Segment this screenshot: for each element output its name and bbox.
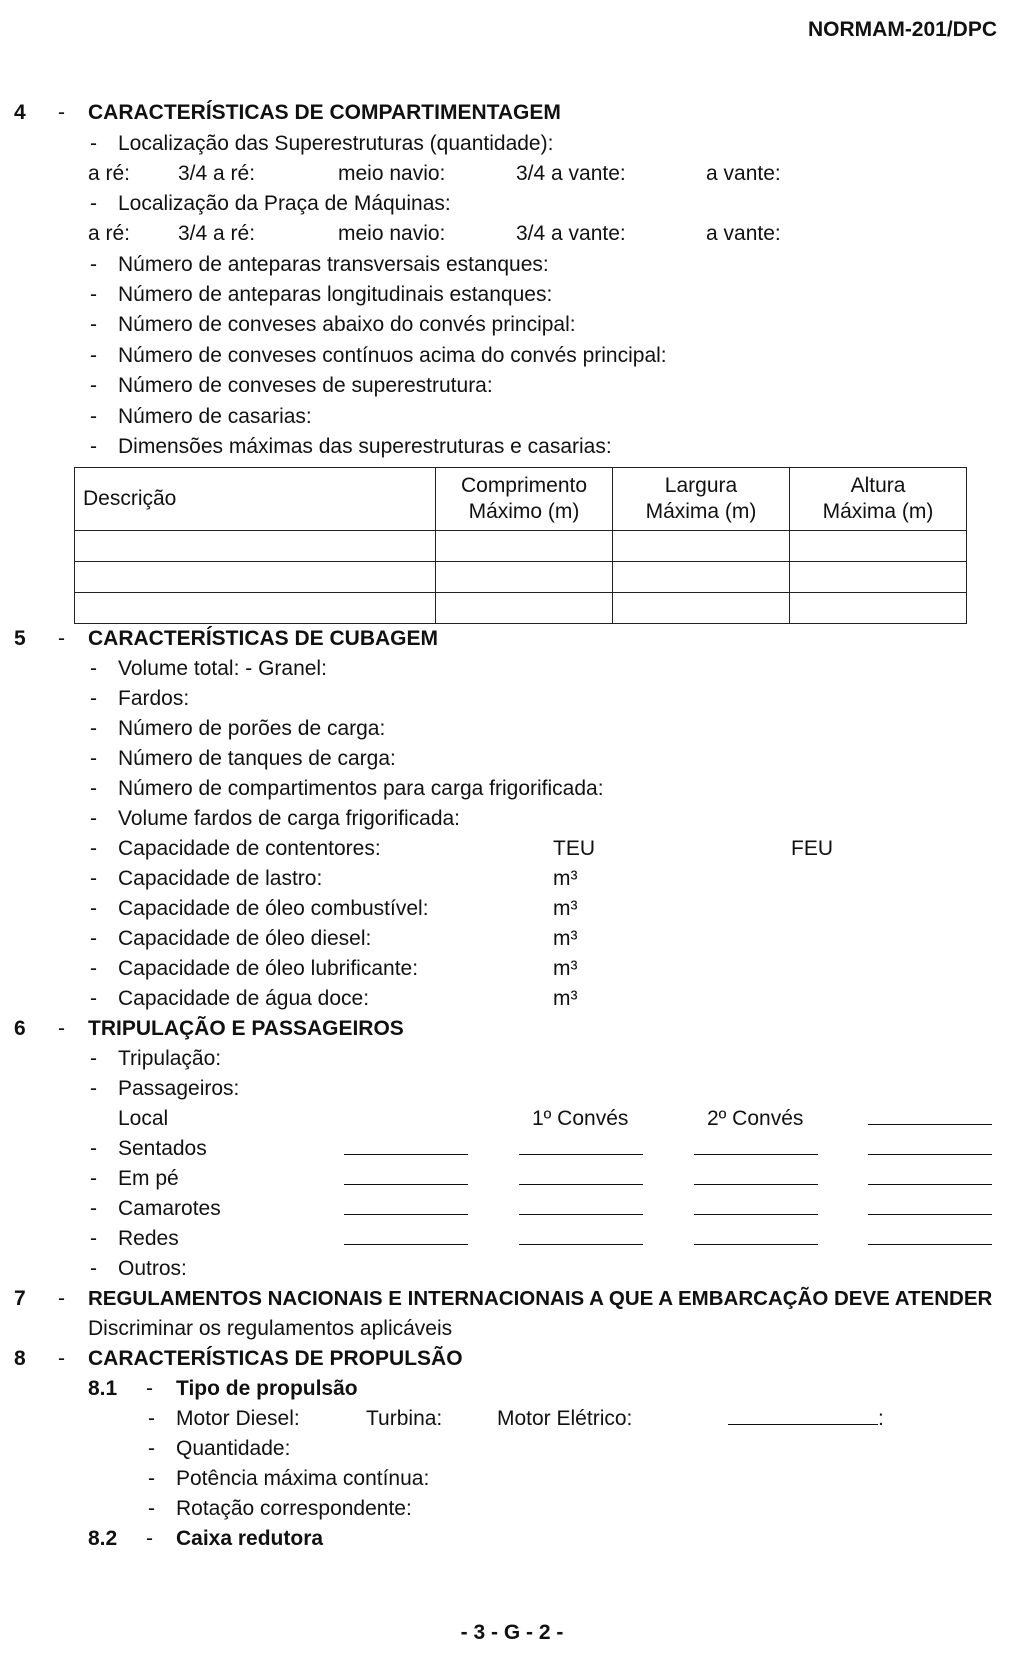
blank-line[interactable]	[868, 1136, 992, 1162]
dash: -	[146, 1527, 153, 1550]
unit-label: TEU	[553, 837, 595, 860]
dash: -	[58, 1017, 65, 1040]
dash: -	[148, 1437, 155, 1460]
blank-line[interactable]	[694, 1136, 818, 1162]
dash: -	[90, 717, 97, 740]
dash: -	[90, 1047, 97, 1070]
blank-line[interactable]	[694, 1226, 818, 1252]
item-label: Tripulação:	[118, 1047, 222, 1070]
dash: -	[90, 435, 97, 458]
position-label: a vante:	[706, 222, 781, 245]
dash: -	[58, 1287, 65, 1310]
item-label: Número de porões de carga:	[118, 717, 386, 740]
blank-line[interactable]	[694, 1166, 818, 1192]
dash: -	[90, 253, 97, 276]
dash: -	[58, 1347, 65, 1370]
subsection-title: Tipo de propulsão	[176, 1377, 358, 1400]
item-label: Número de conveses abaixo do convés principal:	[118, 313, 576, 336]
table-row	[75, 593, 967, 624]
col-largura-line2: Máxima (m)	[645, 500, 757, 523]
dash: -	[90, 777, 97, 800]
unit-label: m³	[553, 867, 578, 890]
blank-line[interactable]	[519, 1136, 643, 1162]
col-description: Descrição	[75, 468, 436, 531]
blank-line[interactable]	[868, 1166, 992, 1192]
item-label: Potência máxima contínua:	[176, 1467, 430, 1490]
position-label: meio navio:	[338, 222, 446, 245]
table-row	[75, 562, 967, 593]
dash: -	[58, 101, 65, 124]
document-code: NORMAM-201/DPC	[808, 18, 998, 41]
table-cell[interactable]	[75, 531, 436, 562]
dash: -	[90, 927, 97, 950]
blank-line[interactable]	[868, 1106, 992, 1132]
blank-line[interactable]	[519, 1166, 643, 1192]
dash: -	[90, 837, 97, 860]
conves2-label: 2º Convés	[707, 1107, 804, 1130]
col-largura-line1: Largura	[664, 474, 738, 497]
item-label: Dimensões máximas das superestruturas e casarias:	[118, 435, 612, 458]
item-label: Localização das Superestruturas (quantidade):	[118, 132, 554, 155]
blank-line[interactable]	[868, 1196, 992, 1222]
section-title: CARACTERÍSTICAS DE PROPULSÃO	[88, 1347, 463, 1370]
dash: -	[90, 313, 97, 336]
row-label: Sentados	[118, 1137, 207, 1160]
item-label: Número de tanques de carga:	[118, 747, 396, 770]
subsection-number: 8.2	[88, 1527, 118, 1550]
blank-line[interactable]	[519, 1196, 643, 1222]
section-number: 6	[14, 1017, 26, 1040]
table-cell[interactable]	[75, 562, 436, 593]
dash: -	[90, 897, 97, 920]
item-label: Capacidade de lastro:	[118, 867, 323, 890]
table-cell[interactable]	[75, 593, 436, 624]
item-label: Número de conveses contínuos acima do convés principal:	[118, 344, 667, 367]
section-title: CARACTERÍSTICAS DE COMPARTIMENTAGEM	[88, 101, 561, 124]
position-label: 3/4 a vante:	[516, 162, 626, 185]
item-label: Localização da Praça de Máquinas:	[118, 192, 451, 215]
dash: -	[90, 1227, 97, 1250]
table-header-row	[75, 468, 967, 531]
col-comprimento	[436, 468, 613, 531]
table-cell[interactable]	[436, 562, 613, 593]
item-label: Capacidade de água doce:	[118, 987, 370, 1010]
unit-label: m³	[553, 897, 578, 920]
blank-line[interactable]	[694, 1196, 818, 1222]
item-label: Fardos:	[118, 687, 190, 710]
dash: -	[90, 1077, 97, 1100]
position-label: a vante:	[706, 162, 781, 185]
dash: -	[90, 1197, 97, 1220]
section-number: 5	[14, 627, 26, 650]
dash: -	[148, 1497, 155, 1520]
dash: -	[90, 987, 97, 1010]
col-comprimento-line1: Comprimento	[460, 474, 588, 497]
item-label: Capacidade de contentores:	[118, 837, 381, 860]
section-title: TRIPULAÇÃO E PASSAGEIROS	[88, 1017, 404, 1040]
dash: -	[90, 747, 97, 770]
dash: -	[90, 374, 97, 397]
subsection-number: 8.1	[88, 1377, 118, 1400]
dash: -	[90, 867, 97, 890]
col-altura-line1: Altura	[850, 474, 906, 497]
table-cell[interactable]	[436, 531, 613, 562]
dash: -	[90, 344, 97, 367]
table-cell[interactable]	[790, 562, 967, 593]
item-label: Número de anteparas longitudinais estanques:	[118, 283, 553, 306]
col-altura	[790, 468, 967, 531]
position-label: 3/4 a ré:	[178, 222, 256, 245]
position-label: meio navio:	[338, 162, 446, 185]
unit-label: m³	[553, 987, 578, 1010]
section-number: 8	[14, 1347, 26, 1370]
dash: -	[90, 687, 97, 710]
colon: :	[878, 1407, 884, 1430]
blank-line[interactable]	[344, 1136, 468, 1162]
row-label: Redes	[118, 1227, 179, 1250]
section-title: REGULAMENTOS NACIONAIS E INTERNACIONAIS A QUE A EMBARCAÇÃO DEVE ATENDER	[88, 1287, 993, 1310]
dash: -	[148, 1467, 155, 1490]
section-text: Discriminar os regulamentos aplicáveis	[88, 1317, 453, 1340]
section-number: 7	[14, 1287, 26, 1310]
item-label: Número de conveses de superestrutura:	[118, 374, 493, 397]
row-label: Em pé	[118, 1167, 179, 1190]
dash: -	[146, 1377, 153, 1400]
item-label: Rotação correspondente:	[176, 1497, 412, 1520]
option-label: Motor Elétrico:	[497, 1407, 633, 1430]
item-label: Capacidade de óleo combustível:	[118, 897, 429, 920]
table-cell[interactable]	[613, 593, 790, 624]
position-label: a ré:	[88, 222, 131, 245]
dash: -	[90, 957, 97, 980]
dimensions-table	[74, 467, 967, 624]
page-number: - 3 - G - 2 -	[460, 1621, 564, 1644]
item-label: Capacidade de óleo diesel:	[118, 927, 372, 950]
row-label: Outros:	[118, 1257, 187, 1280]
table-cell[interactable]	[436, 593, 613, 624]
subsection-title: Caixa redutora	[176, 1527, 324, 1550]
item-label: Número de anteparas transversais estanques:	[118, 253, 549, 276]
col-altura-line2: Máxima (m)	[822, 500, 934, 523]
unit-label: FEU	[791, 837, 833, 860]
item-label: Capacidade de óleo lubrificante:	[118, 957, 419, 980]
item-label: Número de casarias:	[118, 405, 312, 428]
blank-line[interactable]	[344, 1226, 468, 1252]
dash: -	[148, 1407, 155, 1430]
dash: -	[90, 192, 97, 215]
blank-line[interactable]	[344, 1196, 468, 1222]
dash: -	[58, 627, 65, 650]
blank-line[interactable]	[519, 1226, 643, 1252]
blank-line[interactable]	[344, 1166, 468, 1192]
dash: -	[90, 283, 97, 306]
option-label: Motor Diesel:	[176, 1407, 300, 1430]
table-row	[75, 531, 967, 562]
option-label: Turbina:	[366, 1407, 443, 1430]
dash: -	[90, 657, 97, 680]
item-label: Volume total: - Granel:	[118, 657, 327, 680]
item-label: Passageiros:	[118, 1077, 240, 1100]
table-cell[interactable]	[790, 593, 967, 624]
dash: -	[90, 132, 97, 155]
local-label: Local	[118, 1107, 169, 1130]
section-title: CARACTERÍSTICAS DE CUBAGEM	[88, 627, 439, 650]
table-cell[interactable]	[790, 531, 967, 562]
col-largura	[613, 468, 790, 531]
item-label: Número de compartimentos para carga frigorificada:	[118, 777, 604, 800]
dash: -	[90, 1257, 97, 1280]
dash: -	[90, 1167, 97, 1190]
col-comprimento-line2: Máximo (m)	[468, 500, 580, 523]
blank-line[interactable]	[868, 1226, 992, 1252]
item-label: Volume fardos de carga frigorificada:	[118, 807, 461, 830]
position-label: 3/4 a vante:	[516, 222, 626, 245]
item-label: Quantidade:	[176, 1437, 291, 1460]
dash: -	[90, 1137, 97, 1160]
dash: -	[90, 807, 97, 830]
conves1-label: 1º Convés	[532, 1107, 629, 1130]
blank-line[interactable]	[728, 1406, 884, 1432]
table-cell[interactable]	[613, 562, 790, 593]
unit-label: m³	[553, 957, 578, 980]
unit-label: m³	[553, 927, 578, 950]
row-label: Camarotes	[118, 1197, 221, 1220]
position-label: a ré:	[88, 162, 131, 185]
table-cell[interactable]	[613, 531, 790, 562]
dash: -	[90, 405, 97, 428]
position-label: 3/4 a ré:	[178, 162, 256, 185]
section-number: 4	[14, 101, 26, 124]
